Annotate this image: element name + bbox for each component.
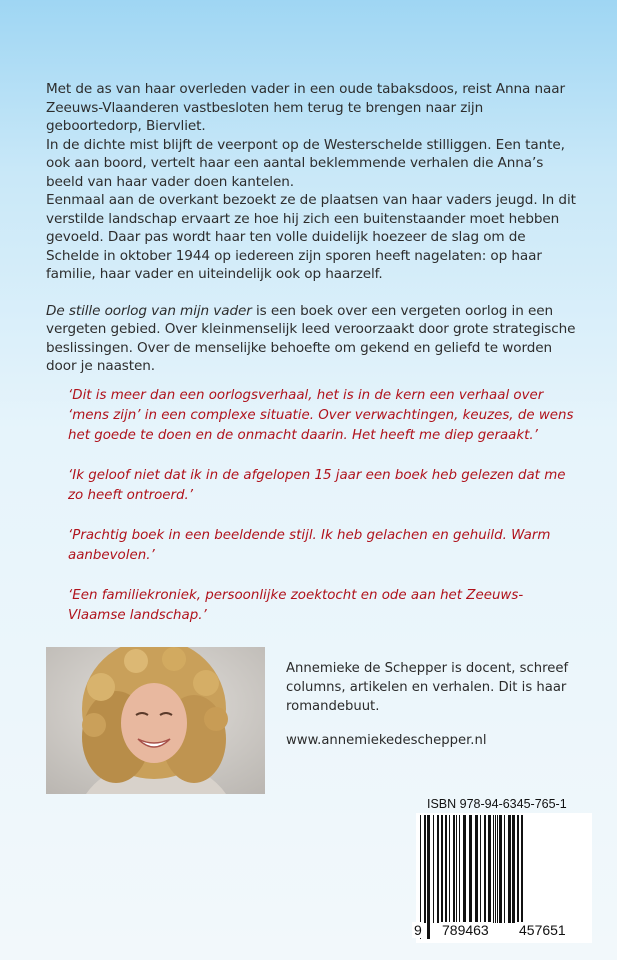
author-website-link[interactable]: www.annemiekedeschepper.nl — [286, 733, 487, 748]
author-photo — [46, 647, 265, 794]
barcode-bar — [488, 815, 491, 923]
barcode-bar — [475, 815, 478, 923]
review-quotes — [68, 386, 578, 646]
author-bio — [286, 659, 586, 750]
barcode-bar — [469, 815, 472, 923]
barcode-bar — [495, 815, 496, 923]
barcode-bar — [459, 815, 460, 923]
blurb-closing-paragraph — [46, 302, 576, 376]
barcode-bar — [517, 815, 519, 923]
barcode-bar — [480, 815, 481, 923]
review-quote: ‘Ik geloof niet dat ik in de afgelopen 15 jaar een boek heb gelezen dat me zo heeft ontroerd.’ — [68, 468, 566, 503]
barcode-bar — [424, 815, 426, 923]
barcode-bar — [433, 815, 434, 923]
barcode-bar — [504, 815, 505, 923]
barcode-bar — [521, 815, 523, 923]
barcode-bar — [512, 815, 515, 923]
barcode-bar — [441, 815, 443, 923]
author-bio-text: Annemieke de Schepper is docent, schreef columns, artikelen en verhalen. Dit is haar romandebuut. — [286, 661, 569, 714]
barcode-digit-group: 457651 — [519, 922, 566, 938]
back-cover-blurb — [46, 80, 576, 376]
barcode-digit-group: 9 — [414, 922, 422, 938]
barcode-bar — [453, 815, 455, 923]
barcode-bar — [437, 815, 439, 923]
barcode-bar — [497, 815, 498, 923]
barcode-digit-group: 789463 — [442, 922, 489, 938]
review-quote: ‘Prachtig boek in een beeldende stijl. Ik heb gelachen en gehuild. Warm aanbevolen.’ — [68, 528, 551, 563]
barcode-bar — [456, 815, 457, 923]
barcode-bar — [493, 815, 494, 923]
blurb-paragraph: Met de as van haar overleden vader in een oude tabaksdoos, reist Anna naar Zeeuws-Vlaanderen vastbesloten hem terug te brengen naar zijn geboortedorp, Biervliet. — [46, 81, 565, 134]
barcode-bar — [449, 815, 450, 923]
review-quote: ‘Een familiekroniek, persoonlijke zoektocht en ode aan het Zeeuws-Vlaamse landschap.’ — [68, 588, 524, 623]
barcode-bar — [508, 815, 511, 923]
blurb-paragraph: In de dichte mist blijft de veerpont op de Westerschelde stilliggen. Een tante, ook aan boord, vertelt haar een aantal beklemmende verhalen die Anna’s beeld van haar vader doen kantelen. — [46, 136, 565, 190]
book-title: De stille oorlog van mijn vader — [46, 302, 252, 319]
blurb-closing-text: is een boek over een vergeten oorlog in een vergeten gebied. Over kleinmenselijk leed veroorzaakt door grote strategische beslissingen. Over de menselijke behoefte om gekend en geliefd te worden door je naasten. — [46, 302, 576, 374]
barcode-bar — [484, 815, 486, 923]
review-quote: ‘Dit is meer dan een oorlogsverhaal, het is in de kern een verhaal over ‘mens zijn’ in een complexe situatie. Over verwachtingen, keuzes, de wens het goede te doen en de onmacht daarin. Het heeft me diep geraakt.’ — [68, 388, 574, 443]
barcode-bar — [463, 815, 466, 923]
isbn-label: ISBN 978-94-6345-765-1 — [427, 797, 567, 811]
blurb-paragraph: Eenmaal aan de overkant bezoekt ze de plaatsen van haar vaders jeugd. In dit verstilde landschap ervaart ze hoe hij zich een buitenstaander moet hebben gevoeld. Daar pas wordt haar ten volle duidelijk hoezeer de slag om de Schelde in oktober 1944 op iedereen zijn sporen heeft nagelaten: op haar familie, haar vader en uiteindelijk ook op haarzelf. — [46, 192, 576, 282]
author-portrait-illustration — [46, 647, 265, 794]
barcode-bar — [445, 815, 447, 923]
barcode-digits — [412, 920, 596, 942]
barcode-bar — [499, 815, 502, 923]
